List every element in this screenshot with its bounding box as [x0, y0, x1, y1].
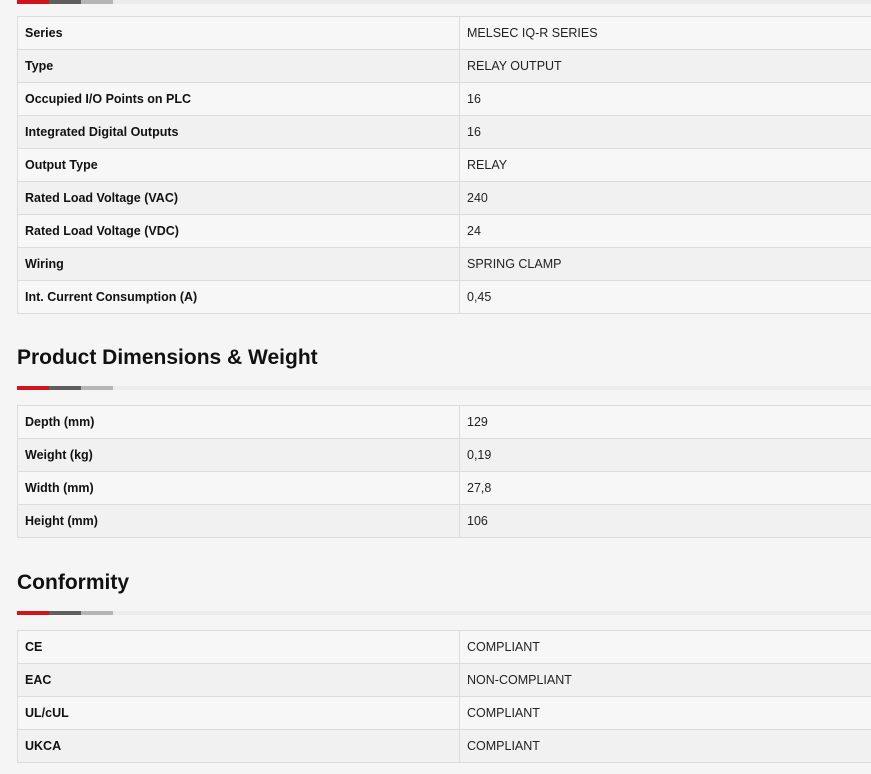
table-row — [18, 149, 871, 182]
section-title-dimensions: Product Dimensions & Weight — [17, 346, 318, 369]
divider-accent-dark — [49, 611, 81, 615]
spec-value: COMPLIANT — [460, 697, 871, 730]
dimensions-table — [17, 405, 871, 538]
spec-value: RELAY — [460, 149, 871, 182]
section-divider-bar — [17, 611, 871, 615]
spec-value: 106 — [460, 505, 871, 538]
divider-accent-red — [17, 0, 49, 4]
spec-value: NON-COMPLIANT — [460, 664, 871, 697]
spec-value: 129 — [460, 406, 871, 439]
divider-accent-red — [17, 386, 49, 390]
table-row — [18, 50, 871, 83]
spec-label: Int. Current Consumption (A) — [18, 281, 460, 314]
divider-line — [113, 386, 871, 390]
table-row — [18, 730, 871, 763]
divider-accent-dark — [49, 0, 81, 4]
table-row — [18, 697, 871, 730]
spec-label: Width (mm) — [18, 472, 460, 505]
table-row — [18, 406, 871, 439]
spec-value: COMPLIANT — [460, 631, 871, 664]
divider-accent-light — [81, 0, 113, 4]
spec-value: SPRING CLAMP — [460, 248, 871, 281]
spec-label: UL/cUL — [18, 697, 460, 730]
table-row — [18, 505, 871, 538]
spec-label: Weight (kg) — [18, 439, 460, 472]
divider-line — [113, 611, 871, 615]
spec-label: EAC — [18, 664, 460, 697]
spec-label: Depth (mm) — [18, 406, 460, 439]
spec-label: Occupied I/O Points on PLC — [18, 83, 460, 116]
spec-label: Integrated Digital Outputs — [18, 116, 460, 149]
table-row — [18, 17, 871, 50]
spec-value: RELAY OUTPUT — [460, 50, 871, 83]
spec-label: Series — [18, 17, 460, 50]
spec-value: 16 — [460, 116, 871, 149]
spec-label: CE — [18, 631, 460, 664]
spec-label: Wiring — [18, 248, 460, 281]
table-row — [18, 281, 871, 314]
spec-value: 240 — [460, 182, 871, 215]
spec-label: Rated Load Voltage (VDC) — [18, 215, 460, 248]
spec-value: 24 — [460, 215, 871, 248]
spec-label: Type — [18, 50, 460, 83]
spec-value: 16 — [460, 83, 871, 116]
section-divider-bar — [17, 386, 871, 390]
spec-label: Rated Load Voltage (VAC) — [18, 182, 460, 215]
spec-label: Height (mm) — [18, 505, 460, 538]
table-row — [18, 439, 871, 472]
spec-value: 0,19 — [460, 439, 871, 472]
divider-accent-red — [17, 611, 49, 615]
divider-accent-dark — [49, 386, 81, 390]
section-divider-bar — [17, 0, 871, 4]
conformity-table — [17, 630, 871, 763]
spec-value: COMPLIANT — [460, 730, 871, 763]
table-row — [18, 664, 871, 697]
table-row — [18, 472, 871, 505]
section-title-conformity: Conformity — [17, 571, 129, 594]
specs-table — [17, 16, 871, 314]
table-row — [18, 83, 871, 116]
table-row — [18, 215, 871, 248]
table-row — [18, 631, 871, 664]
divider-accent-light — [81, 611, 113, 615]
table-row — [18, 182, 871, 215]
spec-label: UKCA — [18, 730, 460, 763]
divider-accent-light — [81, 386, 113, 390]
spec-label: Output Type — [18, 149, 460, 182]
spec-value: 27,8 — [460, 472, 871, 505]
table-row — [18, 248, 871, 281]
spec-value: MELSEC IQ-R SERIES — [460, 17, 871, 50]
table-row — [18, 116, 871, 149]
spec-value: 0,45 — [460, 281, 871, 314]
divider-line — [113, 0, 871, 4]
